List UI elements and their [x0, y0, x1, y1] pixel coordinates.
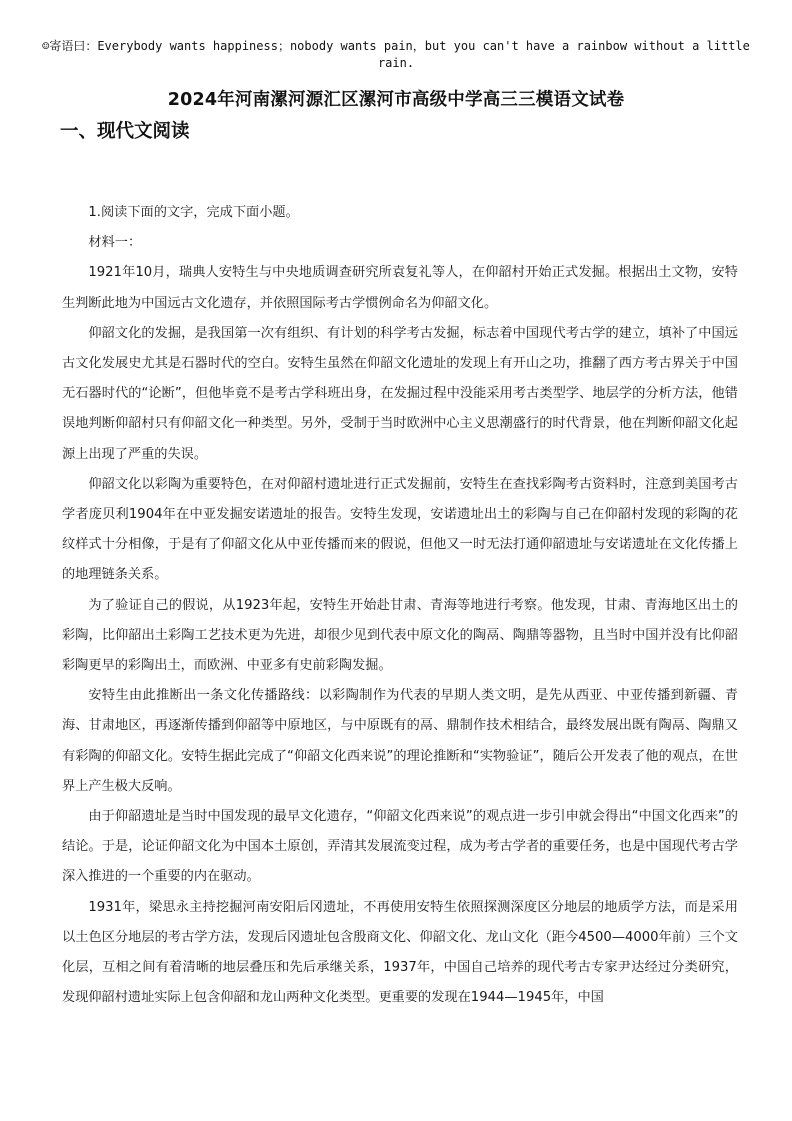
paragraph: 1931年，梁思永主持挖掘河南安阳后冈遗址，不再使用安特生依照探测深度区分地层的地质学方法，而是采用以土色区分地层的考古学方法，发现后冈遗址包含殷商文化、仰韶文化、龙山文化（距今4500—4000年前）三个文化层，互相之间有着清晰的地层叠压和先后承继关系，1937年，中国自己培养的现代考古专家尹达经过分类研究，发现仰韶村遗址实际上包含仰韶和龙山两种文化类型。更重要的发现在1944—1945年，中国: [62, 899, 738, 1006]
paragraph: 仰韶文化的发掘，是我国第一次有组织、有计划的科学考古发掘，标志着中国现代考古学的建立，填补了中国远古文化发展史尤其是石器时代的空白。安特生虽然在仰韶文化遗址的发现上有开山之功，推翻了西方考古界关于中国无石器时代的“论断”，但他毕竟不是考古学科班出身，在发掘过程中没能采用考古类型学、地层学的分析方法，他错误地判断仰韶村只有仰韶文化一种类型。另外，受制于当时欧洲中心主义思潮盛行的时代背景，他在判断仰韶文化起源上出现了严重的失误。: [62, 325, 738, 462]
material-label: 材料一：: [88, 235, 142, 251]
reading-passage: [62, 198, 738, 1013]
page-title: 2024年河南漯河源汇区漯河市高级中学高三三模语文试卷: [167, 90, 625, 110]
paragraph: 1921年10月，瑞典人安特生与中央地质调查研究所袁复礼等人，在仰韶村开始正式发掘。根据出土文物，安特生判断此地为中国远古文化遗存，并依照国际考古学惯例命名为仰韶文化。: [62, 265, 738, 311]
question-instruction: 1.阅读下面的文字，完成下面小题。: [88, 205, 299, 220]
section-heading: 一、现代文阅读: [60, 121, 190, 142]
paragraph: 仰韶文化以彩陶为重要特色，在对仰韶村遗址进行正式发掘前，安特生在查找彩陶考古资料时，注意到美国考古学者庞贝利1904年在中亚发掘安诺遗址的报告。安特生发现，安诺遗址出土的彩陶与自己在仰韶村发现的彩陶的花纹样式十分相像，于是有了仰韶文化从中亚传播而来的假说，但他又一时无法打通仰韶遗址与安诺遗址在文化传播上的地理链条关系。: [62, 476, 738, 583]
paragraph: 安特生由此推断出一条文化传播路线：以彩陶制作为代表的早期人类文明，是先从西亚、中亚传播到新疆、青海、甘肃地区，再逐渐传播到仰韶等中原地区，与中原既有的鬲、鼎制作技术相结合，最终发展出既有陶鬲、陶鼎又有彩陶的仰韶文化。安特生据此完成了“仰韶文化西来说”的理论推断和“实物验证”，随后公开发表了他的观点，在世界上产生极大反响。: [62, 688, 738, 794]
paragraph: 为了验证自己的假说，从1923年起，安特生开始赴甘肃、青海等地进行考察。他发现，甘肃、青海地区出土的彩陶，比仰韶出土彩陶工艺技术更为先进，却很少见到代表中原文化的陶鬲、陶鼎等器物，且当时中国并没有比仰韶彩陶更早的彩陶出土，而欧洲、中亚多有史前彩陶发掘。: [62, 597, 738, 674]
paragraph: 由于仰韶遗址是当时中国发现的最早文化遗存，“仰韶文化西来说”的观点进一步引申就会得出“中国文化西来”的结论。于是，论证仰韶文化为中国本土原创，弄清其发展流变过程，成为考古学者的重要任务，也是中国现代考古学深入推进的一个重要的内在驱动。: [62, 809, 738, 885]
motto-line: ☺寄语曰：Everybody wants happiness；nobody wants pain，but you can't have a rainbow without a little rain.: [42, 39, 750, 70]
